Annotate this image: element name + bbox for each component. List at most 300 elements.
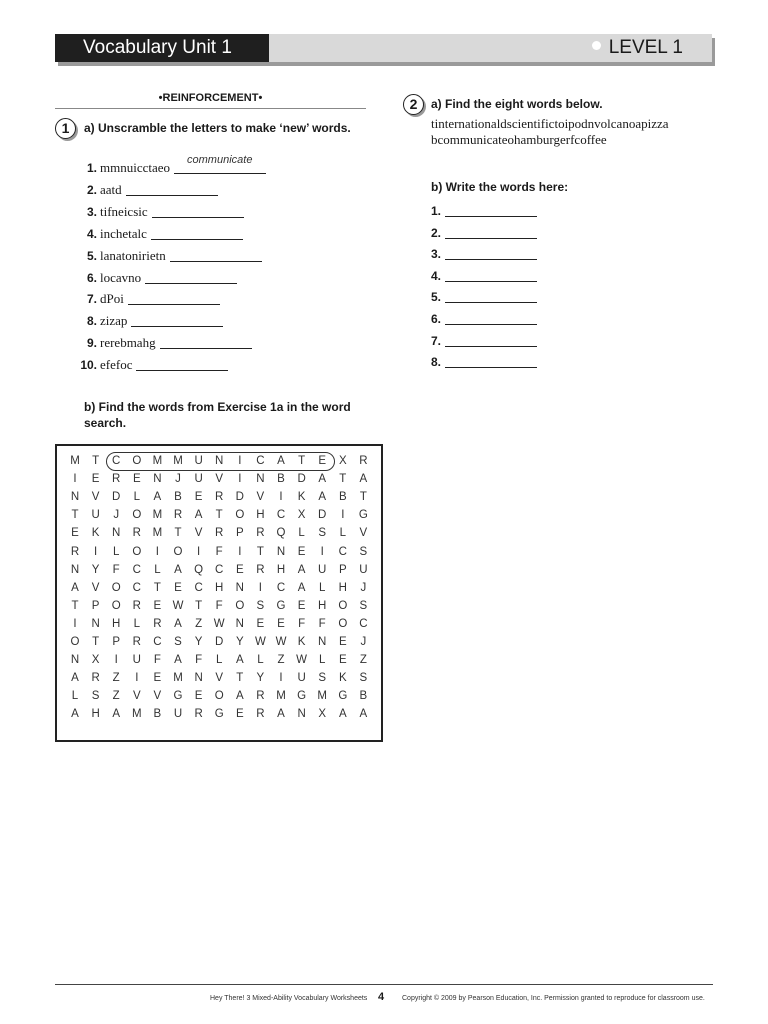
word-search-letter[interactable]: C [194, 581, 203, 594]
answer-field[interactable] [170, 249, 262, 262]
word-search-letter[interactable]: V [91, 491, 100, 504]
bullet-icon [592, 41, 601, 50]
word-search-letter[interactable]: A [153, 491, 162, 504]
word-search-letter[interactable]: M [173, 672, 183, 685]
word-search-letter[interactable]: C [338, 545, 347, 558]
word-search-letter[interactable]: G [173, 690, 183, 703]
word-search-letter[interactable]: K [297, 636, 306, 648]
word-search-letter[interactable]: N [194, 672, 203, 685]
word-search-letter[interactable]: K [297, 491, 306, 504]
word-search-letter[interactable]: C [276, 509, 286, 522]
word-search-letter[interactable]: G [358, 509, 368, 522]
word-search-letter[interactable]: M [132, 708, 142, 721]
word-search-letter[interactable]: P [235, 527, 244, 540]
word-search-letter[interactable]: Q [276, 527, 286, 540]
word-search-letter[interactable]: S [318, 672, 327, 685]
unscramble-item [78, 291, 220, 307]
word-search-letter[interactable]: U [297, 672, 306, 685]
item-number: 10. [80, 358, 97, 373]
word-search-letter[interactable]: U [132, 654, 141, 667]
word-search-letter[interactable]: X [318, 708, 327, 721]
word-search-letter[interactable]: N [91, 617, 100, 630]
word-search-letter[interactable]: Y [256, 672, 265, 685]
word-search-letter[interactable]: I [279, 672, 283, 685]
word-search-letter[interactable]: T [92, 636, 100, 648]
word-search-letter[interactable]: R [215, 491, 224, 504]
word-search-letter[interactable]: T [215, 509, 223, 522]
word-search-letter[interactable]: I [238, 545, 242, 558]
exercise-1b-instruction: b) Find the words from Exercise 1a in the word search. [84, 400, 351, 430]
answer-field[interactable] [126, 183, 218, 196]
word-search-letter[interactable]: B [174, 491, 182, 504]
word-search-letter[interactable]: F [195, 654, 203, 667]
exercise-2a-instruction: a) Find the eight words below. [431, 97, 603, 111]
word-search-letter[interactable]: G [214, 708, 224, 721]
unscramble-item [78, 335, 252, 351]
word-search-letter[interactable]: T [339, 473, 347, 486]
word-search-letter[interactable]: R [132, 599, 141, 612]
word-search-letter[interactable]: U [91, 509, 100, 522]
word-search-letter[interactable]: N [215, 455, 224, 467]
found-word-circle [106, 452, 335, 471]
word-search-letter[interactable]: D [318, 509, 327, 522]
word-search-letter[interactable]: Y [91, 563, 100, 576]
word-search-letter[interactable]: H [91, 708, 100, 721]
word-search-letter[interactable]: E [194, 491, 203, 504]
word-search-letter[interactable]: O [132, 545, 142, 558]
answer-field[interactable] [445, 312, 537, 325]
section-divider [55, 108, 366, 109]
word-search-letter[interactable]: V [215, 672, 224, 685]
word-search-letter[interactable]: R [153, 617, 162, 630]
word-search-letter[interactable]: O [235, 599, 245, 612]
word-search-letter[interactable]: D [112, 491, 121, 504]
word-search-letter[interactable]: I [238, 455, 242, 467]
word-search-letter[interactable]: L [133, 491, 140, 504]
word-search-letter[interactable]: N [276, 545, 286, 558]
word-search-letter[interactable]: H [276, 563, 286, 576]
word-search-letter[interactable]: M [173, 455, 183, 467]
item-number: 3. [86, 204, 97, 219]
word-search-letter[interactable]: T [153, 581, 161, 594]
word-search-letter[interactable]: R [132, 527, 141, 540]
footer-divider [55, 984, 713, 985]
write-word-item [431, 290, 537, 306]
word-search-letter[interactable]: L [112, 545, 120, 558]
word-search-letter[interactable]: A [174, 617, 182, 630]
item-number: 4. [431, 268, 442, 283]
word-search-letter[interactable]: G [297, 690, 307, 703]
word-search-letter[interactable]: P [91, 599, 100, 612]
page-title: Vocabulary Unit 1 [83, 37, 232, 58]
answer-field[interactable] [445, 334, 537, 347]
word-search-letter[interactable]: R [91, 672, 100, 685]
answer-field[interactable] [151, 227, 243, 240]
word-search-letter[interactable]: B [277, 473, 285, 486]
word-search-letter[interactable]: L [133, 617, 140, 630]
word-search-letter[interactable]: I [279, 491, 283, 504]
word-search-letter[interactable]: A [277, 455, 285, 467]
word-search-letter[interactable]: D [235, 491, 244, 504]
word-search-letter[interactable]: N [297, 708, 306, 721]
word-search-letter[interactable]: S [174, 636, 182, 648]
word-search-letter[interactable]: J [360, 636, 367, 648]
item-number: 7. [431, 333, 442, 348]
word-search-letter[interactable]: V [91, 581, 100, 594]
word-search-letter[interactable]: I [73, 473, 77, 486]
word-search-letter[interactable]: J [113, 509, 120, 522]
word-search-letter[interactable]: P [112, 636, 121, 648]
word-search-row [57, 564, 381, 582]
item-number: 5. [431, 290, 442, 305]
word-search-letter[interactable]: O [111, 599, 121, 612]
word-search-letter[interactable]: A [71, 708, 79, 721]
word-search-letter[interactable]: A [174, 654, 182, 667]
answer-field[interactable] [445, 247, 537, 260]
word-search-row [57, 618, 381, 636]
scrambled-word: lanatonirietn [100, 247, 166, 263]
word-search-letter[interactable]: V [256, 491, 265, 504]
answer-field[interactable] [445, 226, 537, 239]
word-search-row [57, 527, 381, 545]
word-search-letter[interactable]: N [70, 654, 80, 667]
word-search-letter[interactable]: M [276, 690, 286, 703]
answer-field[interactable] [152, 205, 244, 218]
item-number: 8. [86, 314, 97, 329]
word-search-letter[interactable]: M [152, 527, 163, 540]
unscramble-item [78, 226, 243, 242]
word-search-letter[interactable]: F [215, 599, 223, 612]
word-search-grid [55, 444, 383, 742]
answer-field[interactable] [136, 358, 228, 371]
word-search-letter[interactable]: U [318, 563, 327, 576]
word-search-letter[interactable]: F [112, 563, 120, 576]
word-search-letter[interactable]: A [318, 473, 327, 486]
word-search-letter[interactable]: Q [194, 563, 204, 576]
item-number: 1. [431, 204, 442, 218]
word-search-letter[interactable]: S [359, 672, 368, 685]
word-search-letter[interactable]: O [70, 636, 80, 648]
write-word-item [431, 312, 537, 328]
scrambled-word: tifneicsic [100, 203, 148, 219]
word-search-letter[interactable]: R [132, 636, 141, 648]
item-number: 2. [431, 225, 442, 240]
word-search-letter[interactable]: H [256, 509, 265, 522]
word-search-letter[interactable]: T [298, 455, 306, 467]
word-search-letter[interactable]: A [235, 654, 244, 667]
word-search-letter[interactable]: E [235, 708, 244, 721]
word-search-letter[interactable]: L [318, 654, 326, 667]
scrambled-word: aatd [100, 181, 122, 197]
word-search-letter[interactable]: W [254, 636, 266, 648]
word-search-letter[interactable]: W [296, 654, 308, 667]
word-search-letter[interactable]: V [132, 690, 141, 703]
answer-field[interactable] [145, 271, 237, 284]
answer-text: communicate [187, 154, 253, 166]
word-search-letter[interactable]: E [297, 545, 306, 558]
word-search-letter[interactable]: O [173, 545, 183, 558]
word-search-letter[interactable]: S [318, 527, 327, 540]
level-label [592, 35, 683, 61]
word-search-letter[interactable]: L [257, 654, 264, 667]
word-search-letter[interactable]: M [317, 690, 327, 703]
word-search-letter[interactable]: T [256, 545, 264, 558]
word-search-letter[interactable]: B [359, 690, 368, 703]
word-search-letter[interactable]: E [235, 563, 244, 576]
word-search-row [57, 672, 381, 690]
word-search-letter[interactable]: D [297, 473, 306, 486]
word-search-letter[interactable]: L [298, 527, 305, 540]
word-search-letter[interactable]: I [155, 545, 159, 558]
answer-field[interactable] [445, 290, 537, 303]
word-search-letter[interactable]: E [338, 636, 347, 648]
letter-chain-line-1: tinternationaldscientifictoipodnvolcanoapizza [431, 116, 669, 131]
word-search-letter[interactable]: N [235, 581, 244, 594]
scrambled-word: inchetalc [100, 225, 147, 241]
answer-field[interactable] [174, 154, 266, 174]
word-search-letter[interactable]: Y [235, 636, 244, 648]
word-search-letter[interactable]: G [338, 690, 348, 703]
item-number: 6. [431, 312, 442, 326]
word-search-letter[interactable]: L [318, 581, 326, 594]
word-search-letter[interactable]: R [173, 509, 183, 522]
answer-field[interactable] [160, 336, 252, 349]
word-search-letter[interactable]: T [236, 672, 244, 685]
word-search-letter[interactable]: R [256, 708, 265, 721]
word-search-letter[interactable]: S [256, 599, 265, 612]
word-search-letter[interactable]: C [256, 455, 265, 467]
word-search-letter[interactable]: I [258, 581, 262, 594]
item-number: 6. [86, 270, 97, 285]
word-search-letter[interactable]: V [215, 473, 224, 486]
item-number: 7. [86, 292, 97, 307]
word-search-letter[interactable]: D [215, 636, 224, 648]
word-search-letter[interactable]: C [276, 581, 286, 594]
footer-book-title: Hey There! 3 Mixed-Ability Vocabulary Worksheets [210, 995, 368, 1002]
word-search-letter[interactable]: J [175, 473, 181, 486]
scrambled-word: zizap [100, 313, 128, 329]
word-search-letter[interactable]: N [256, 473, 265, 486]
word-search-letter[interactable]: R [112, 473, 121, 486]
word-search-letter[interactable]: F [153, 654, 161, 667]
word-search-letter[interactable]: E [318, 455, 327, 467]
word-search-letter[interactable]: R [359, 455, 368, 467]
word-search-letter[interactable]: R [256, 690, 265, 703]
word-search-letter[interactable]: Z [112, 690, 120, 703]
word-search-letter[interactable]: L [71, 690, 79, 703]
word-search-letter[interactable]: I [341, 509, 345, 522]
word-search-letter[interactable]: H [215, 581, 224, 594]
answer-field[interactable] [445, 204, 537, 217]
word-search-letter[interactable]: R [256, 563, 265, 576]
word-search-letter[interactable]: V [194, 527, 203, 540]
word-search-letter[interactable]: Z [112, 672, 120, 685]
word-search-letter[interactable]: W [275, 636, 287, 648]
word-search-letter[interactable]: J [360, 581, 367, 594]
word-search-letter[interactable]: F [215, 545, 223, 558]
word-search-letter[interactable]: V [153, 690, 162, 703]
answer-field[interactable] [128, 292, 220, 305]
word-search-letter[interactable]: G [276, 599, 286, 612]
word-search-letter[interactable]: M [70, 455, 80, 467]
word-search-letter[interactable]: I [93, 545, 98, 558]
unscramble-item [78, 248, 262, 264]
word-search-letter[interactable]: T [359, 491, 367, 504]
word-search-letter[interactable]: Z [359, 654, 367, 667]
word-search-letter[interactable]: I [196, 545, 201, 558]
word-search-letter[interactable]: E [132, 473, 141, 486]
word-search-letter[interactable]: X [91, 654, 100, 667]
word-search-letter[interactable]: C [153, 636, 162, 648]
item-number: 4. [86, 226, 97, 241]
word-search-letter[interactable]: A [112, 708, 121, 721]
word-search-letter[interactable]: K [338, 672, 347, 685]
word-search-letter[interactable]: R [256, 527, 265, 540]
word-search-letter[interactable]: M [152, 509, 163, 522]
word-search-row [57, 582, 381, 600]
unscramble-item [78, 313, 223, 329]
word-search-letter[interactable]: O [235, 509, 245, 522]
word-search-letter[interactable]: I [320, 545, 324, 558]
exercise-2-number: 2 [403, 94, 424, 115]
word-search-letter[interactable]: L [339, 527, 346, 540]
word-search-letter[interactable]: U [359, 563, 368, 576]
word-search-letter[interactable]: E [153, 672, 162, 685]
word-search-letter[interactable]: T [195, 599, 203, 612]
word-search-letter[interactable]: N [153, 473, 162, 486]
word-search-letter[interactable]: U [194, 455, 203, 467]
word-search-letter[interactable]: U [194, 473, 203, 486]
answer-field[interactable] [445, 355, 537, 368]
word-search-letter[interactable]: R [215, 527, 224, 540]
word-search-letter[interactable]: I [73, 617, 77, 630]
word-search-letter[interactable]: T [174, 527, 182, 540]
word-search-row [57, 509, 381, 527]
unscramble-item [78, 182, 218, 198]
word-search-letter[interactable]: M [152, 455, 163, 467]
word-search-letter[interactable]: Z [195, 617, 203, 630]
word-search-letter[interactable]: E [174, 581, 182, 594]
word-search-letter[interactable]: A [359, 708, 368, 721]
word-search-letter[interactable]: E [297, 599, 306, 612]
word-search-letter[interactable]: F [318, 617, 326, 630]
word-search-letter[interactable]: F [298, 617, 306, 630]
word-search-letter[interactable]: L [154, 563, 161, 576]
word-search-letter[interactable]: K [91, 527, 100, 540]
word-search-letter[interactable]: O [132, 509, 142, 522]
word-search-letter[interactable]: O [132, 455, 142, 467]
word-search-letter[interactable]: O [338, 617, 348, 630]
write-word-item [431, 204, 537, 220]
word-search-letter[interactable]: R [70, 545, 80, 558]
word-search-letter[interactable]: A [297, 563, 306, 576]
scrambled-word: rerebmahg [100, 335, 156, 351]
word-search-letter[interactable]: E [256, 617, 265, 630]
word-search-letter[interactable]: A [71, 581, 79, 594]
word-search-letter[interactable]: A [318, 491, 327, 504]
word-search-row [57, 491, 381, 509]
word-search-letter[interactable]: X [338, 455, 347, 467]
word-search-letter[interactable]: C [215, 563, 224, 576]
word-search-letter[interactable]: C [132, 563, 141, 576]
scrambled-word: dPoi [100, 291, 124, 307]
word-search-letter[interactable]: A [71, 672, 79, 685]
word-search-letter[interactable]: N [318, 636, 327, 648]
word-search-letter[interactable]: N [235, 617, 244, 630]
word-search-letter[interactable]: H [318, 599, 327, 612]
word-search-letter[interactable]: S [359, 545, 368, 558]
word-search-letter[interactable]: W [172, 599, 184, 612]
item-number: 5. [86, 248, 97, 263]
word-search-letter[interactable]: A [194, 509, 203, 522]
word-search-letter[interactable]: T [71, 599, 79, 612]
word-search-letter[interactable]: B [153, 708, 162, 721]
word-search-letter[interactable]: N [112, 527, 121, 540]
word-search-letter[interactable]: Z [277, 654, 285, 667]
write-word-item [431, 334, 537, 350]
word-search-letter[interactable]: H [338, 581, 347, 594]
answer-field[interactable] [131, 314, 223, 327]
word-search-letter[interactable]: A [297, 581, 306, 594]
word-search-letter[interactable]: C [359, 617, 368, 630]
word-search-letter[interactable]: A [235, 690, 244, 703]
word-search-letter[interactable]: O [214, 690, 224, 703]
word-search-letter[interactable]: E [194, 690, 203, 703]
exercise-1a-instruction: a) Unscramble the letters to make ‘new’ words. [84, 121, 351, 135]
word-search-letter[interactable]: E [153, 599, 162, 612]
word-search-letter[interactable]: E [91, 473, 100, 486]
word-search-letter[interactable]: O [111, 581, 121, 594]
word-search-letter[interactable]: C [112, 455, 121, 467]
word-search-letter[interactable]: T [71, 509, 79, 522]
word-search-letter[interactable]: A [359, 473, 368, 486]
word-search-letter[interactable]: I [135, 672, 139, 685]
word-search-letter[interactable]: N [70, 491, 80, 504]
word-search-letter[interactable]: C [132, 581, 141, 594]
word-search-letter[interactable]: S [359, 599, 368, 612]
word-search-letter[interactable]: S [91, 690, 100, 703]
word-search-letter[interactable]: N [70, 563, 80, 576]
word-search-letter[interactable]: X [297, 509, 306, 522]
word-search-row [57, 473, 381, 491]
word-search-letter[interactable]: T [92, 455, 100, 467]
answer-field[interactable] [445, 269, 537, 282]
word-search-letter[interactable]: V [359, 527, 368, 540]
word-search-row [57, 654, 381, 672]
word-search-letter[interactable]: L [215, 654, 223, 667]
word-search-letter[interactable]: W [213, 617, 225, 630]
word-search-letter[interactable]: O [338, 599, 348, 612]
exercise-2b-instruction: b) Write the words here: [431, 180, 569, 194]
word-search-letter[interactable]: U [173, 708, 183, 721]
page-number: 4 [378, 991, 385, 1003]
word-search-letter[interactable]: H [112, 617, 121, 630]
word-search-letter[interactable]: I [114, 654, 118, 667]
word-search-letter[interactable]: P [338, 563, 347, 576]
word-search-letter[interactable]: E [277, 617, 285, 630]
word-search-letter[interactable]: E [338, 654, 347, 667]
word-search-letter[interactable]: A [174, 563, 182, 576]
write-word-item [431, 269, 537, 285]
word-search-letter[interactable]: A [338, 708, 347, 721]
word-search-letter[interactable]: B [338, 491, 347, 504]
word-search-letter[interactable]: E [71, 527, 79, 540]
word-search-letter[interactable]: A [277, 708, 285, 721]
word-search-letter[interactable]: Y [194, 636, 203, 648]
word-search-letter[interactable]: I [238, 473, 242, 486]
item-number: 3. [431, 247, 442, 262]
word-search-letter[interactable]: R [194, 708, 203, 721]
